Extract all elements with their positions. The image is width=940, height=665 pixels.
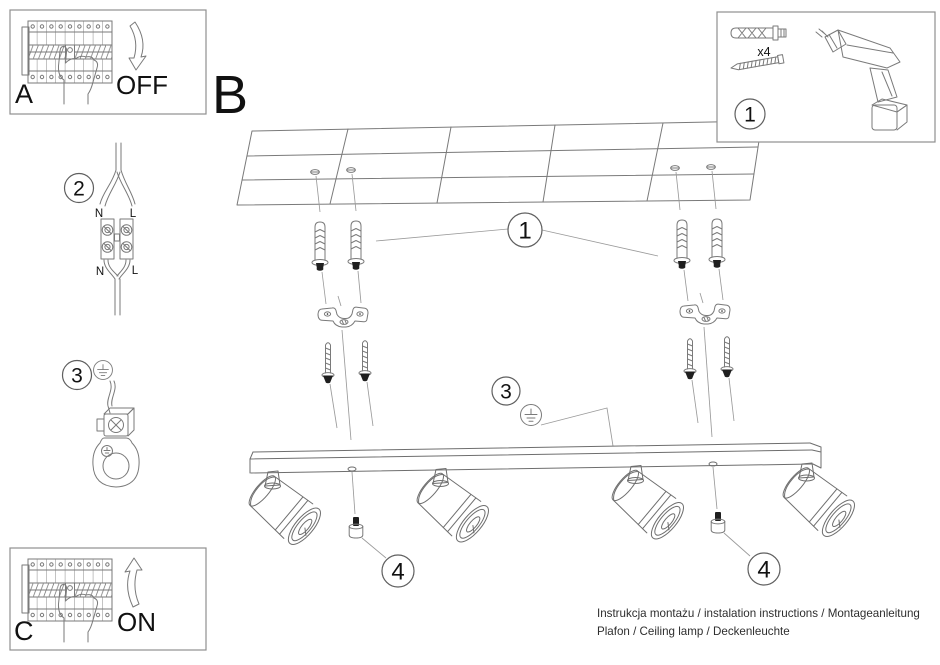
supply-cable-top [100,143,135,206]
callout-ground-center-number: 3 [500,380,512,404]
section-b-label: B [212,65,249,125]
callout-cap-left-number: 4 [391,558,405,586]
spotlight [777,462,860,542]
section-b [212,65,860,587]
mounting-bracket [318,307,368,327]
wall-plug [348,221,364,270]
wire-label-n-bottom: N [95,266,105,278]
kit-quantity: x4 [757,45,771,59]
lamp-bar [250,443,821,473]
mounting-screw [684,339,696,379]
lamp-cable-bottom [104,260,130,315]
kit-step-number: 1 [744,103,756,127]
off-label: OFF [116,70,168,100]
wire-label-n-top: N [94,208,104,220]
fixing-cap [711,512,725,533]
footer-line2: Plafon / Ceiling lamp / Deckenleuchte [597,625,790,638]
callout-ground-left-number: 3 [71,364,83,388]
kit-box [717,12,935,142]
panel-a-label: A [15,79,34,109]
mounting-screw [721,337,733,377]
mounting-bracket [680,304,730,324]
section-grounding [63,361,140,488]
ground-symbol-icon [521,405,542,426]
spotlight [606,464,689,544]
wire-label-l-top: L [129,208,137,220]
on-label: ON [117,607,156,637]
mounting-screw [322,343,334,383]
callout-wiring-number: 2 [73,177,85,201]
mounting-screw [359,341,371,381]
callout-cap-left [362,538,414,587]
fixing-cap [349,517,363,538]
callout-cap-right-number: 4 [757,556,771,584]
spotlight [411,467,494,547]
panel-a [10,10,206,114]
ground-terminal [97,408,134,436]
ceiling-drill-holes [311,165,716,175]
wall-plug [709,219,725,268]
wall-plug [312,222,328,271]
section-wiring [65,143,139,315]
wire-label-l-bottom: L [131,265,139,277]
wall-plug [674,220,690,269]
canopy-clamp [93,438,139,487]
panel-c-label: C [14,616,34,646]
footer [597,607,920,638]
footer-line1: Instrukcja montażu / instalation instructions / Montageanleitung [597,607,920,620]
panel-c [10,548,206,650]
spotlight [243,470,326,550]
ceiling-panel [237,121,762,205]
callout-ground-center [492,377,613,446]
terminal-block [101,219,133,259]
ground-symbol-icon [94,361,113,380]
callout-plugs [376,213,658,256]
callout-plugs-number: 1 [518,217,532,245]
callout-cap-right [724,533,780,585]
